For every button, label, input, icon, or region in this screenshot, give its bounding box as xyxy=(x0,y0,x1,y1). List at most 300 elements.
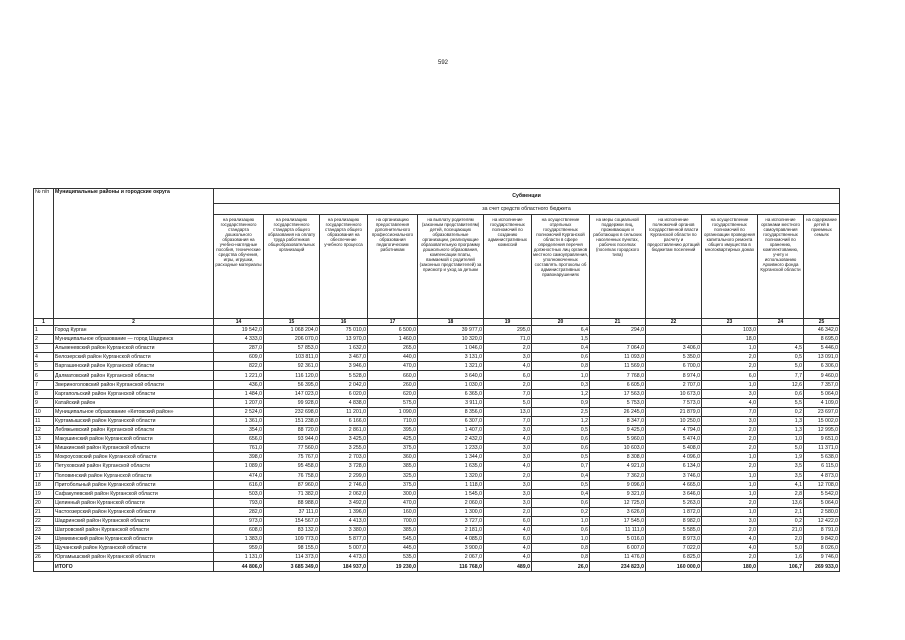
value-cell: 6 605,0 xyxy=(590,380,646,389)
value-cell: 1,0 xyxy=(702,489,758,498)
value-cell: 17 563,0 xyxy=(590,389,646,398)
value-cell: 1,9 xyxy=(758,453,804,462)
value-cell: 109 773,0 xyxy=(264,535,320,544)
value-cell: 2,0 xyxy=(702,362,758,371)
column-number: 17 xyxy=(368,319,418,326)
value-cell: 18,0 xyxy=(702,335,758,344)
row-number: 14 xyxy=(34,444,54,453)
value-cell xyxy=(646,326,702,335)
value-cell: 295,0 xyxy=(484,326,532,335)
subheader-col-17: на организацию предоставления дополнительного профессионального образования педагогическим работникам xyxy=(368,215,418,319)
value-cell: 3,0 xyxy=(484,489,532,498)
value-cell: 1,0 xyxy=(702,344,758,353)
value-cell: 7,0 xyxy=(702,407,758,416)
row-number: 21 xyxy=(34,507,54,516)
value-cell: 8 695,0 xyxy=(804,335,840,344)
value-cell: 5 638,0 xyxy=(804,453,840,462)
value-cell: 1,3 xyxy=(758,416,804,425)
value-cell: 0,8 xyxy=(532,362,590,371)
value-cell: 2 861,0 xyxy=(320,426,368,435)
value-cell: 3 131,0 xyxy=(418,353,484,362)
table-row xyxy=(34,516,840,525)
table-row xyxy=(34,407,840,416)
column-number: 2 xyxy=(54,319,214,326)
value-cell: 0,6 xyxy=(532,526,590,535)
municipality-name: Сафакулевский район Курганской области xyxy=(54,489,214,498)
value-cell: 575,0 xyxy=(368,398,418,407)
value-cell: 700,0 xyxy=(368,516,418,525)
subheader-col-21: на меры социальной поддержки лиц, проживающих и работающих в сельских населенных пунктах, рабочих поселках (поселках городского типа) xyxy=(590,215,646,319)
value-cell: 5,0 xyxy=(758,362,804,371)
value-cell: 7,0 xyxy=(484,389,532,398)
value-cell: 9 746,0 xyxy=(804,553,840,562)
table-body xyxy=(34,326,840,572)
value-cell: 4 794,0 xyxy=(646,426,702,435)
value-cell: 3,0 xyxy=(484,453,532,462)
municipality-name: Куртамышский район Курганской области xyxy=(54,416,214,425)
total-label: ИТОГО xyxy=(54,562,214,572)
value-cell: 375,0 xyxy=(368,480,418,489)
value-cell: 1,0 xyxy=(702,453,758,462)
value-cell: 6 307,0 xyxy=(418,416,484,425)
row-number: 15 xyxy=(34,453,54,462)
value-cell: 761,0 xyxy=(214,444,264,453)
value-cell: 7,0 xyxy=(484,416,532,425)
value-cell: 1 068 204,0 xyxy=(264,326,320,335)
subheader-col-19: на исполнение государственных полномочий по созданию административных комиссий xyxy=(484,215,532,319)
value-cell: 15 002,0 xyxy=(804,416,840,425)
table-row xyxy=(34,389,840,398)
value-cell: 3,5 xyxy=(758,462,804,471)
value-cell: 535,0 xyxy=(368,553,418,562)
value-cell: 609,0 xyxy=(214,353,264,362)
value-cell: 1 131,0 xyxy=(214,553,264,562)
value-cell: 436,0 xyxy=(214,380,264,389)
table-row xyxy=(34,444,840,453)
table-row xyxy=(34,507,840,516)
column-number: 23 xyxy=(702,319,758,326)
value-cell: 6,4 xyxy=(532,326,590,335)
value-cell: 2,0 xyxy=(484,380,532,389)
value-cell: 232 698,0 xyxy=(264,407,320,416)
value-cell: 265,0 xyxy=(368,344,418,353)
value-cell: 77 560,0 xyxy=(264,444,320,453)
value-cell: 0,5 xyxy=(532,453,590,462)
value-cell: 11 111,0 xyxy=(590,526,646,535)
subheader-col-24: на исполнение органами местного самоуправления государственных полномочий по хранению, комплектованию, учету и использованию Архивного фонда Курганской области xyxy=(758,215,804,319)
value-cell: 474,0 xyxy=(214,471,264,480)
value-cell: 0,4 xyxy=(532,344,590,353)
value-cell: 6 020,0 xyxy=(320,389,368,398)
total-row xyxy=(34,562,840,572)
subventions-table-container xyxy=(33,188,839,572)
municipality-name: Целинный район Курганской области xyxy=(54,498,214,507)
value-cell: 2 703,0 xyxy=(320,453,368,462)
total-value-cell: 489,0 xyxy=(484,562,532,572)
municipality-name: Шумихинский район Курганской области xyxy=(54,535,214,544)
value-cell: 2 060,0 xyxy=(418,498,484,507)
municipality-name: Лебяжьевский район Курганской области xyxy=(54,426,214,435)
row-number: 13 xyxy=(34,435,54,444)
table-row xyxy=(34,344,840,353)
value-cell: 608,0 xyxy=(214,526,264,535)
value-cell: 282,0 xyxy=(214,507,264,516)
value-cell: 3 467,0 xyxy=(320,353,368,362)
value-cell: 3 626,0 xyxy=(590,507,646,516)
value-cell: 6 134,0 xyxy=(646,462,702,471)
value-cell: 7 022,0 xyxy=(646,544,702,553)
value-cell: 4 921,0 xyxy=(590,462,646,471)
value-cell: 6,0 xyxy=(702,371,758,380)
value-cell xyxy=(758,335,804,344)
value-cell: 4 109,0 xyxy=(804,398,840,407)
value-cell: 6 007,0 xyxy=(590,544,646,553)
value-cell: 1 872,0 xyxy=(646,507,702,516)
value-cell: 1 484,0 xyxy=(214,389,264,398)
table-row xyxy=(34,426,840,435)
value-cell: 4,0 xyxy=(484,435,532,444)
table-row xyxy=(34,453,840,462)
value-cell: 0,5 xyxy=(532,426,590,435)
value-cell: 1,0 xyxy=(532,535,590,544)
value-cell: 395,0 xyxy=(368,426,418,435)
value-cell: 0,3 xyxy=(532,380,590,389)
column-number: 16 xyxy=(320,319,368,326)
table-row xyxy=(34,526,840,535)
value-cell: 56 395,0 xyxy=(264,380,320,389)
value-cell: 4,5 xyxy=(758,344,804,353)
value-cell xyxy=(646,335,702,344)
value-cell: 3,0 xyxy=(702,389,758,398)
value-cell: 11 476,0 xyxy=(590,553,646,562)
total-value-cell: 116 768,0 xyxy=(418,562,484,572)
total-value-cell: 3 685 349,0 xyxy=(264,562,320,572)
value-cell: 8 982,0 xyxy=(646,516,702,525)
value-cell: 5,5 xyxy=(758,398,804,407)
value-cell: 8 973,0 xyxy=(646,535,702,544)
value-cell: 294,0 xyxy=(590,326,646,335)
row-number: 24 xyxy=(34,535,54,544)
value-cell: 13,0 xyxy=(484,407,532,416)
value-cell: 2 707,0 xyxy=(646,380,702,389)
municipality-name: Петуховский район Курганской области xyxy=(54,462,214,471)
value-cell: 3 946,0 xyxy=(320,362,368,371)
column-number: 15 xyxy=(264,319,320,326)
value-cell: 425,0 xyxy=(368,435,418,444)
value-cell: 8 026,0 xyxy=(804,544,840,553)
value-cell: 4,0 xyxy=(484,553,532,562)
table-row xyxy=(34,371,840,380)
value-cell: 2,0 xyxy=(484,471,532,480)
value-cell: 793,0 xyxy=(214,498,264,507)
value-cell: 12 995,0 xyxy=(804,426,840,435)
row-number: 12 xyxy=(34,426,54,435)
value-cell: 5 408,0 xyxy=(646,444,702,453)
value-cell: 9 321,0 xyxy=(590,489,646,498)
value-cell: 470,0 xyxy=(368,498,418,507)
value-cell: 147 023,0 xyxy=(264,389,320,398)
row-number: 11 xyxy=(34,416,54,425)
column-number: 19 xyxy=(484,319,532,326)
value-cell: 3 900,0 xyxy=(418,544,484,553)
subheader-col-15: на реализацию государственного стандарта общего образования на оплату труда работников общеобразовательных организаций xyxy=(264,215,320,319)
value-cell: 5 528,0 xyxy=(320,371,368,380)
municipality-name: Муниципальное образование — город Шадринск xyxy=(54,335,214,344)
value-cell: 4 873,0 xyxy=(804,471,840,480)
value-cell: 46 342,0 xyxy=(804,326,840,335)
municipality-name: Юргамышский район Курганской области xyxy=(54,553,214,562)
value-cell: 5 016,0 xyxy=(590,535,646,544)
subheader-col-16: на реализацию государственного стандарта общего образования на обеспечение учебного процесса xyxy=(320,215,368,319)
value-cell: 1 089,0 xyxy=(214,462,264,471)
value-cell xyxy=(758,326,804,335)
value-cell: 5 877,0 xyxy=(320,535,368,544)
total-value-cell: 106,7 xyxy=(758,562,804,572)
value-cell: 4 665,0 xyxy=(646,480,702,489)
subheader-col-20: на осуществление отдельных государственных полномочий Курганской области в сфере определения перечня должностных лиц органов местного самоуправления, уполномоченных составлять протоколы об административных правонарушениях xyxy=(532,215,590,319)
value-cell: 325,0 xyxy=(368,471,418,480)
header-regional-budget: за счет средств областного бюджета xyxy=(214,204,840,215)
value-cell: 83 132,0 xyxy=(264,526,320,535)
value-cell: 5 753,0 xyxy=(590,398,646,407)
value-cell: 1 030,0 xyxy=(418,380,484,389)
value-cell: 95 458,0 xyxy=(264,462,320,471)
table-row xyxy=(34,498,840,507)
table-row xyxy=(34,416,840,425)
value-cell: 0,4 xyxy=(532,489,590,498)
value-cell: 1,0 xyxy=(702,507,758,516)
value-cell: 103,0 xyxy=(702,326,758,335)
table-row xyxy=(34,335,840,344)
value-cell: 2,0 xyxy=(702,553,758,562)
value-cell: 0,2 xyxy=(758,407,804,416)
value-cell: 0,6 xyxy=(758,389,804,398)
value-cell: 75 010,0 xyxy=(320,326,368,335)
row-number: 20 xyxy=(34,498,54,507)
value-cell: 11 201,0 xyxy=(320,407,368,416)
value-cell: 2 299,0 xyxy=(320,471,368,480)
column-number: 20 xyxy=(532,319,590,326)
value-cell: 6,0 xyxy=(484,516,532,525)
value-cell: 39 977,0 xyxy=(418,326,484,335)
value-cell: 88 720,0 xyxy=(264,426,320,435)
value-cell: 1,3 xyxy=(758,426,804,435)
total-value-cell: 160 000,0 xyxy=(646,562,702,572)
value-cell: 0,8 xyxy=(532,544,590,553)
value-cell: 9 651,0 xyxy=(804,435,840,444)
value-cell: 10 603,0 xyxy=(590,444,646,453)
value-cell: 11 371,0 xyxy=(804,444,840,453)
value-cell: 4,0 xyxy=(484,526,532,535)
header-number: № п/п xyxy=(34,189,54,319)
value-cell: 5 007,0 xyxy=(320,544,368,553)
value-cell: 445,0 xyxy=(368,544,418,553)
value-cell: 3 746,0 xyxy=(646,471,702,480)
column-number: 24 xyxy=(758,319,804,326)
value-cell: 5 542,0 xyxy=(804,489,840,498)
value-cell: 2,8 xyxy=(758,489,804,498)
value-cell: 8 791,0 xyxy=(804,526,840,535)
value-cell: 5 474,0 xyxy=(646,435,702,444)
value-cell: 75 767,0 xyxy=(264,453,320,462)
value-cell: 398,0 xyxy=(214,453,264,462)
value-cell: 0,6 xyxy=(532,498,590,507)
value-cell: 114 373,0 xyxy=(264,553,320,562)
value-cell: 959,0 xyxy=(214,544,264,553)
value-cell: 160,0 xyxy=(368,507,418,516)
value-cell: 11 569,0 xyxy=(590,362,646,371)
value-cell: 1 090,0 xyxy=(368,407,418,416)
value-cell: 88 988,0 xyxy=(264,498,320,507)
value-cell: 2,5 xyxy=(532,407,590,416)
page-number: 592 xyxy=(438,60,449,66)
value-cell: 19 542,0 xyxy=(214,326,264,335)
value-cell: 21 879,0 xyxy=(646,407,702,416)
value-cell: 87 960,0 xyxy=(264,480,320,489)
value-cell: 3 911,0 xyxy=(418,398,484,407)
municipality-name: Катайский район xyxy=(54,398,214,407)
value-cell: 0,6 xyxy=(532,435,590,444)
value-cell: 2 042,0 xyxy=(320,380,368,389)
table-row xyxy=(34,362,840,371)
subheader-col-14: на реализацию государственного стандарта дошкольного образования на учебно-наглядные пособия, технические средства обучения, игры, игрушки, расходные материалы xyxy=(214,215,264,319)
value-cell: 4,0 xyxy=(702,544,758,553)
value-cell: 8 347,0 xyxy=(590,416,646,425)
value-cell: 3 406,0 xyxy=(646,344,702,353)
value-cell: 23 697,0 xyxy=(804,407,840,416)
table-row xyxy=(34,435,840,444)
value-cell: 0,2 xyxy=(532,507,590,516)
value-cell: 37 111,0 xyxy=(264,507,320,516)
value-cell: 0,7 xyxy=(532,462,590,471)
value-cell: 98 155,0 xyxy=(264,544,320,553)
value-cell: 3,0 xyxy=(484,426,532,435)
table-row xyxy=(34,353,840,362)
value-cell: 4,1 xyxy=(758,480,804,489)
row-number: 26 xyxy=(34,553,54,562)
value-cell: 440,0 xyxy=(368,353,418,362)
municipality-name: Варгашинский район Курганской области xyxy=(54,362,214,371)
value-cell: 4,0 xyxy=(484,362,532,371)
value-cell: 7,7 xyxy=(758,371,804,380)
value-cell: 0,8 xyxy=(532,553,590,562)
value-cell: 4 333,0 xyxy=(214,335,264,344)
total-value-cell: 184 937,0 xyxy=(320,562,368,572)
value-cell: 13,6 xyxy=(758,498,804,507)
table-row xyxy=(34,480,840,489)
row-number: 6 xyxy=(34,371,54,380)
subheader-col-25: на содержание детей в приемных семьях xyxy=(804,215,840,319)
row-number: 9 xyxy=(34,398,54,407)
value-cell: 3,0 xyxy=(484,480,532,489)
value-cell: 4,0 xyxy=(484,544,532,553)
column-number: 25 xyxy=(804,319,840,326)
value-cell: 0,6 xyxy=(532,353,590,362)
value-cell: 822,0 xyxy=(214,362,264,371)
value-cell: 5 960,0 xyxy=(590,435,646,444)
column-number: 1 xyxy=(34,319,54,326)
value-cell: 1 344,0 xyxy=(418,453,484,462)
table-header xyxy=(34,189,840,326)
row-number: 5 xyxy=(34,362,54,371)
value-cell: 12 422,0 xyxy=(804,516,840,525)
value-cell: 103 811,0 xyxy=(264,353,320,362)
value-cell: 2 067,0 xyxy=(418,553,484,562)
value-cell: 154 567,0 xyxy=(264,516,320,525)
value-cell: 6 166,0 xyxy=(320,416,368,425)
value-cell: 6 700,0 xyxy=(646,362,702,371)
row-number: 16 xyxy=(34,462,54,471)
column-number: 14 xyxy=(214,319,264,326)
row-number: 3 xyxy=(34,344,54,353)
value-cell: 0,5 xyxy=(758,353,804,362)
value-cell: 616,0 xyxy=(214,480,264,489)
row-number: 22 xyxy=(34,516,54,525)
value-cell: 5,0 xyxy=(758,544,804,553)
municipality-name: Каргапольский район Курганской области xyxy=(54,389,214,398)
value-cell: 710,0 xyxy=(368,416,418,425)
value-cell: 5 446,0 xyxy=(804,344,840,353)
row-number: 8 xyxy=(34,389,54,398)
municipality-name: Щучанский район Курганской области xyxy=(54,544,214,553)
value-cell: 3 492,0 xyxy=(320,498,368,507)
value-cell: 2,0 xyxy=(702,435,758,444)
value-cell: 151 238,0 xyxy=(264,416,320,425)
value-cell: 4 838,0 xyxy=(320,398,368,407)
value-cell: 5 585,0 xyxy=(646,526,702,535)
column-number: 18 xyxy=(418,319,484,326)
value-cell: 3 255,0 xyxy=(320,444,368,453)
value-cell: 2,0 xyxy=(484,507,532,516)
value-cell: 4,0 xyxy=(484,462,532,471)
value-cell: 0,5 xyxy=(532,480,590,489)
value-cell: 7 768,0 xyxy=(590,371,646,380)
value-cell: 287,0 xyxy=(214,344,264,353)
value-cell: 4,0 xyxy=(702,398,758,407)
value-cell: 5,0 xyxy=(758,444,804,453)
table-row xyxy=(34,471,840,480)
value-cell: 4 413,0 xyxy=(320,516,368,525)
value-cell: 12 708,0 xyxy=(804,480,840,489)
value-cell: 4 085,0 xyxy=(418,535,484,544)
value-cell: 1,2 xyxy=(532,389,590,398)
municipality-name: Белозерский район Курганской области xyxy=(54,353,214,362)
table-row xyxy=(34,326,840,335)
value-cell: 93 944,0 xyxy=(264,435,320,444)
value-cell: 1,0 xyxy=(702,480,758,489)
value-cell: 1 460,0 xyxy=(368,335,418,344)
municipality-name: Альменевский район Курганской области xyxy=(54,344,214,353)
value-cell: 2 432,0 xyxy=(418,435,484,444)
value-cell: 6 500,0 xyxy=(368,326,418,335)
header-subventions: Субвенции xyxy=(214,189,840,204)
header-municipality: Муниципальные районы и городские округа xyxy=(54,189,214,319)
value-cell: 385,0 xyxy=(368,526,418,535)
value-cell: 1 207,0 xyxy=(214,398,264,407)
value-cell: 6,0 xyxy=(484,535,532,544)
value-cell: 1,6 xyxy=(758,553,804,562)
municipality-name: Половинский район Курганской области xyxy=(54,471,214,480)
value-cell: 0,6 xyxy=(532,444,590,453)
value-cell: 1,0 xyxy=(758,435,804,444)
value-cell: 5,0 xyxy=(484,398,532,407)
value-cell: 5 263,0 xyxy=(646,498,702,507)
value-cell: 1,0 xyxy=(532,371,590,380)
value-cell: 4,0 xyxy=(702,535,758,544)
value-cell: 660,0 xyxy=(368,371,418,380)
value-cell: 3 640,0 xyxy=(418,371,484,380)
value-cell: 3,0 xyxy=(484,498,532,507)
